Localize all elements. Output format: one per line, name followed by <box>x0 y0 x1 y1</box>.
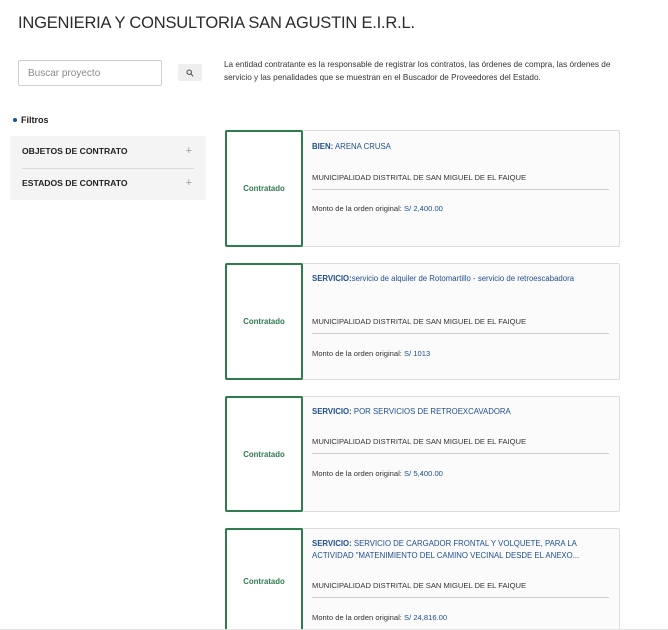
filter-objetos-de-contrato[interactable] <box>22 136 206 166</box>
contract-description: POR SERVICIOS DE RETROEXCAVADORA <box>353 407 511 416</box>
page-title: INGENIERIA Y CONSULTORIA SAN AGUSTIN E.I.R.L. <box>18 14 415 32</box>
bullet-icon <box>13 118 17 122</box>
contract-details <box>312 131 609 246</box>
contract-description: ARENA CRUSA <box>334 142 391 151</box>
contract-amount <box>312 469 443 478</box>
contract-title[interactable] <box>312 538 609 561</box>
filter-label: ESTADOS DE CONTRATO <box>22 178 128 188</box>
status-badge: Contratado <box>225 130 303 247</box>
contract-entity: MUNICIPALIDAD DISTRITAL DE SAN MIGUEL DE EL FAIQUE <box>312 437 609 454</box>
contract-kind: SERVICIO: <box>312 274 352 283</box>
plus-icon[interactable]: + <box>185 145 192 157</box>
contract-card[interactable] <box>225 263 620 380</box>
contract-entity: MUNICIPALIDAD DISTRITAL DE SAN MIGUEL DE EL FAIQUE <box>312 173 609 190</box>
contract-card[interactable] <box>225 396 620 512</box>
amount-label: Monto de la orden original: <box>312 204 402 213</box>
contract-title[interactable] <box>312 273 609 285</box>
contract-description: SERVICIO DE CARGADOR FRONTAL Y VOLQUETE, PARA LA ACTIVIDAD "MATENIMIENTO DEL CAMINO VECINAL DESDE EL ANEXO... <box>312 539 580 560</box>
search-input[interactable] <box>18 60 162 86</box>
contract-details <box>312 529 609 630</box>
contract-kind: BIEN: <box>312 142 334 151</box>
amount-label: Monto de la orden original: <box>312 349 402 358</box>
contract-details <box>312 264 609 379</box>
contract-amount <box>312 204 443 213</box>
contract-kind: SERVICIO: <box>312 539 352 548</box>
contract-title[interactable] <box>312 141 609 153</box>
plus-icon[interactable]: + <box>185 177 192 189</box>
contract-entity: MUNICIPALIDAD DISTRITAL DE SAN MIGUEL DE EL FAIQUE <box>312 581 609 598</box>
search-icon <box>186 69 194 77</box>
search-button[interactable] <box>178 64 202 81</box>
amount-value: S/ 1013 <box>404 349 431 358</box>
contract-details <box>312 397 609 511</box>
amount-value: S/ 2,400.00 <box>404 204 443 213</box>
filter-label: OBJETOS DE CONTRATO <box>22 146 128 156</box>
amount-label: Monto de la orden original: <box>312 469 402 478</box>
status-badge: Contratado <box>225 263 303 380</box>
filters-heading <box>13 115 49 125</box>
contract-card[interactable] <box>225 528 620 630</box>
amount-value: S/ 24,816.00 <box>404 613 448 622</box>
contract-amount <box>312 613 447 622</box>
filter-panel <box>10 136 206 200</box>
contract-description: servicio de alquiler de Rotomartillo - servicio de retroescabadora <box>351 274 575 283</box>
amount-value: S/ 5,400.00 <box>404 469 443 478</box>
contract-title[interactable] <box>312 406 609 418</box>
filters-heading-label: Filtros <box>21 115 49 125</box>
contract-entity: MUNICIPALIDAD DISTRITAL DE SAN MIGUEL DE EL FAIQUE <box>312 317 609 334</box>
contract-amount <box>312 349 430 358</box>
amount-label: Monto de la orden original: <box>312 613 402 622</box>
filter-estados-de-contrato[interactable] <box>22 168 206 198</box>
contract-kind: SERVICIO: <box>312 407 352 416</box>
status-badge: Contratado <box>225 528 303 630</box>
contract-card[interactable] <box>225 130 620 247</box>
status-badge: Contratado <box>225 396 303 512</box>
disclaimer-text: La entidad contratante es la responsable de registrar los contratos, las órdenes de compra, las órdenes de servicio y las penalidades que se muestran en el Buscador de Proveedores del Estado. <box>224 60 611 82</box>
